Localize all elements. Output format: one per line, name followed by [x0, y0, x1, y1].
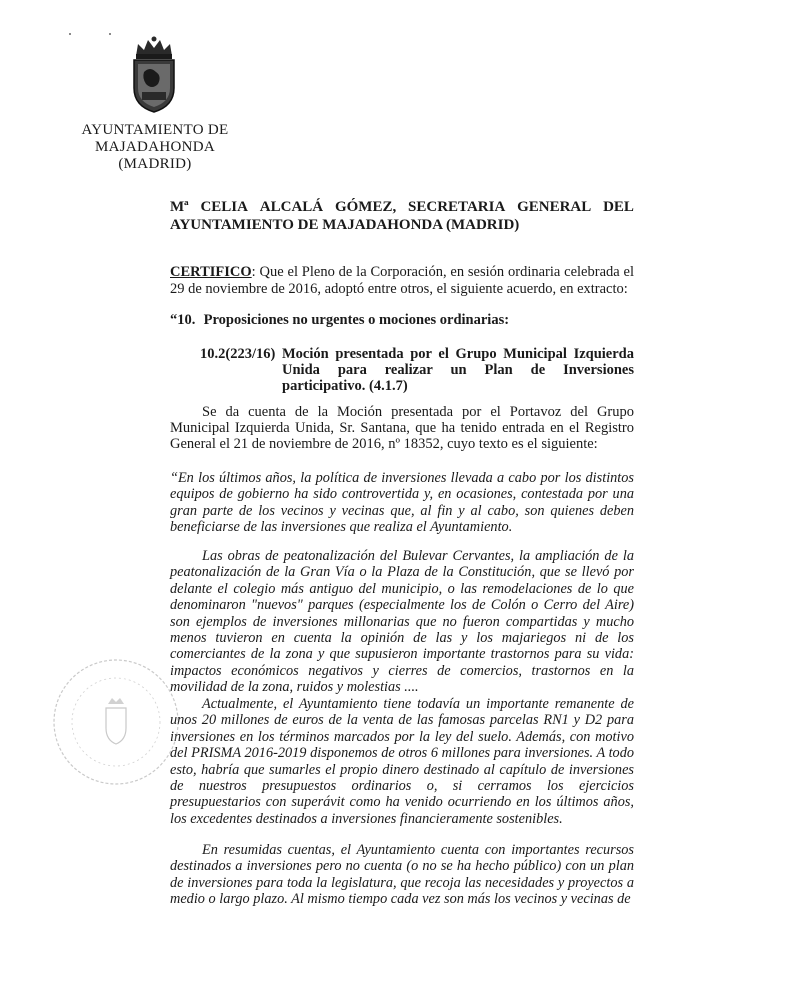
heading-line: AYUNTAMIENTO DE MAJADAHONDA (MADRID): [170, 217, 520, 233]
scan-mark-icon: [66, 28, 126, 40]
motion-paragraph: Las obras de peatonalización del Bulevar Cervantes, la ampliación de la peatonalización de la Gran Vía o la Plaza de la Constitución, que se llevó por delante el colegio más antiguo del municipio, o las remodelaciones de lo que denominaron "nuevos" parques (especialmente los de Colón o Cerro del Aire) son ejemplos de inversiones millonarias que no fueron compartidas y mucho menos tuvieron en cuenta la opinión de las y los majariegos ni de los comerciantes de la zona y que supusieron importante trastornos para su vida: impactos económicos negativos y cierres de comercios, trastornos en la movilidad de la zona, ruidos y molestias ....: [170, 548, 634, 696]
heading-word: GENERAL: [517, 199, 592, 215]
heading-word: DEL: [603, 199, 634, 215]
agenda-item-number: “10.: [170, 312, 196, 328]
agenda-item: [170, 312, 634, 329]
certification-statement: [170, 264, 634, 298]
official-seal-stamp: [46, 652, 186, 792]
document-heading: [170, 198, 634, 234]
heading-word: Mª: [170, 199, 189, 215]
org-line: MAJADAHONDA: [95, 139, 215, 155]
heading-word: SECRETARIA: [408, 199, 506, 215]
intro-paragraph: Se da cuenta de la Moción presentada por el Portavoz del Grupo Municipal Izquierda Unida, Sr. Santana, que ha tenido entrada en el Registro General el 21 de noviembre de 2016, nº 18352, cuyo texto es el siguiente:: [170, 404, 634, 452]
certifico-label: CERTIFICO: [170, 264, 252, 280]
motion-paragraph: En resumidas cuentas, el Ayuntamiento cuenta con importantes recursos destinados a inversiones pero no cuenta (o no se ha hecho público) con un plan de inversiones para toda la legislatura, que recoja las necesidades y proyectos a medio o largo plazo. Al mismo tiempo cada vez son más los vecinos y vecinas de: [170, 842, 634, 908]
heading-word: GÓMEZ,: [334, 199, 397, 215]
org-line: AYUNTAMIENTO DE: [81, 122, 229, 138]
heading-word: CELIA: [200, 199, 248, 215]
certifico-text: : Que el Pleno de la Corporación, en sesión ordinaria celebrada el 29 de noviembre de 2016, adoptó entre otros, el siguiente acuerdo, en extracto:: [170, 264, 634, 297]
motion-header: [200, 346, 634, 394]
motion-reference: 10.2(223/16): [200, 346, 276, 362]
org-line: (MADRID): [118, 156, 192, 172]
organization-name: [70, 122, 240, 173]
agenda-item-title: Proposiciones no urgentes o mociones ordinarias:: [203, 312, 510, 328]
coat-of-arms-icon: [128, 36, 180, 114]
heading-word: ALCALÁ: [259, 199, 324, 215]
motion-title: Moción presentada por el Grupo Municipal Izquierda Unida para realizar un Plan de Inversiones participativo. (4.1.7): [282, 346, 634, 394]
motion-paragraph: Actualmente, el Ayuntamiento tiene todavía un importante remanente de unos 20 millones de euros de la venta de las famosas parcelas RN1 y D2 para inversiones en los términos marcados por la ley del suelo. Además, con motivo del PRISMA 2016-2019 disponemos de otros 6 millones para inversiones. A todo esto, habría que sumarles el propio dinero destinado al capítulo de inversiones de nuestros presupuestos ordinarios o, si cerramos los ejercicios presupuestarios con superávit como ha venido ocurriendo en los últimos años, los excedentes destinados a inversiones financieramente sostenibles.: [170, 696, 634, 827]
motion-paragraph: “En los últimos años, la política de inversiones llevada a cabo por los distintos equipos de gobierno ha sido controvertida y, en ocasiones, contestada por una gran parte de los vecinos y vecinas que, al fin y al cabo, son quienes deben beneficiarse de las inversiones que realiza el Ayuntamiento.: [170, 470, 634, 536]
